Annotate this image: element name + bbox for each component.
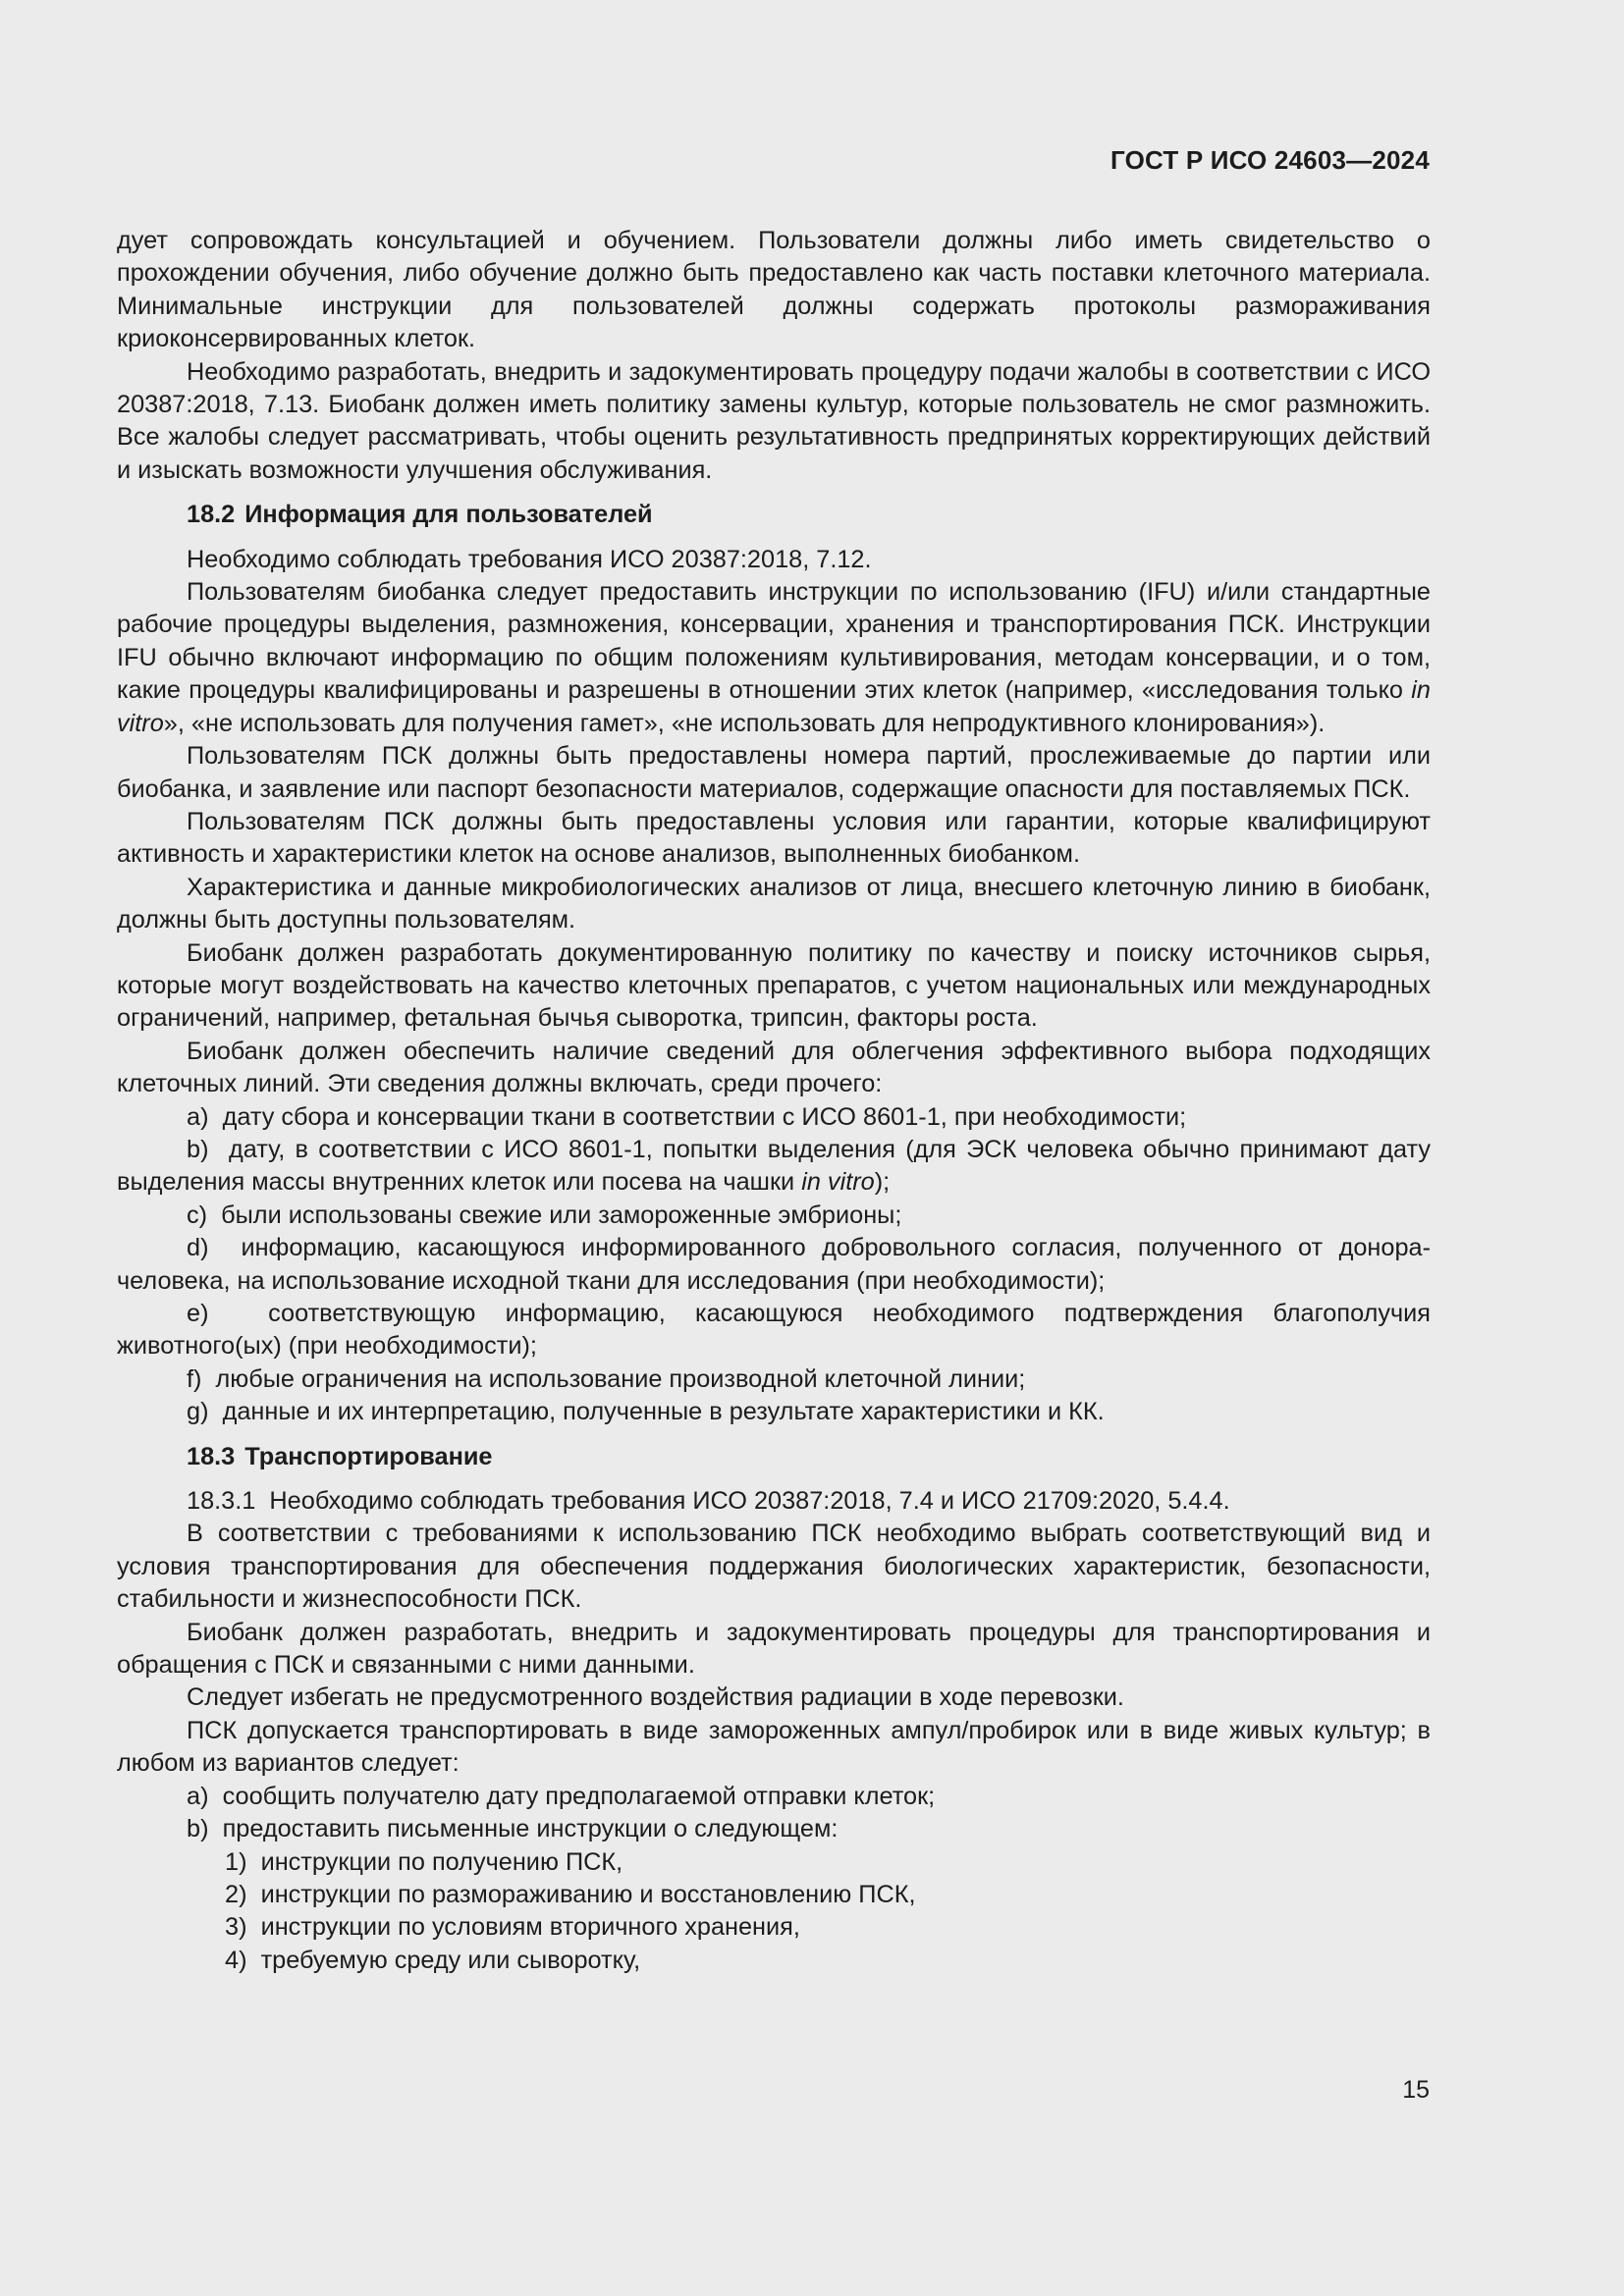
- list-item: e) соответствующую информацию, касающуюся необходимого подтверждения благополучия животного(ых) (при необходимости);: [117, 1300, 1431, 1361]
- paragraph: Необходимо разработать, внедрить и задокументировать процедуру подачи жалобы в соответствии с ИСО 20387:2018, 7.13. Биобанк должен иметь политику замены культур, которые пользователь не смог размножить. Все жалобы следует рассматривать, чтобы оценить результативность предпринятых корректирующих действий и изыскать возможности улучшения обслуживания.: [117, 357, 1431, 484]
- list-item: a) дату сбора и консервации ткани в соответствии с ИСО 8601-1, при необходимости;: [187, 1102, 1187, 1131]
- list-item: a) сообщить получателю дату предполагаемой отправки клеток;: [187, 1782, 936, 1810]
- section-number: 18.3: [187, 1442, 236, 1470]
- list-item: b) предоставить письменные инструкции о следующем:: [187, 1815, 839, 1843]
- document-code-header: ГОСТ Р ИСО 24603—2024: [1110, 145, 1430, 175]
- sub-list-item: 1) инструкции по получению ПСК,: [225, 1847, 623, 1876]
- paragraph: В соответствии с требованиями к использованию ПСК необходимо выбрать соответствующий вид и условия транспортирования для обеспечения поддержания биологических характеристик, безопасности, стабильности и жизнеспособности ПСК.: [117, 1520, 1431, 1614]
- page-number: 15: [1402, 2076, 1430, 2104]
- paragraph: дует сопровождать консультацией и обучением. Пользователи должны либо иметь свидетельство о прохождении обучения, либо обучение должно быть предоставлено как часть поставки клеточного материала. Минимальные инструкции для пользователей должны содержать протоколы размораживания криоконсервированных клеток.: [117, 227, 1431, 353]
- paragraph: Биобанк должен разработать документированную политику по качеству и поиску источников сырья, которые могут воздействовать на качество клеточных препаратов, с учетом национальных или международных ограничений, например, фетальная бычья сыворотка, трипсин, факторы роста.: [117, 938, 1431, 1033]
- section-heading-18-2: [117, 499, 1431, 531]
- paragraph: Пользователям биобанка следует предоставить инструкции по использованию (IFU) и/или стандартные рабочие процедуры выделения, размножения, консервации, хранения и транспортирования ПСК. Инструкции IFU обычно включают информацию по общим положениям культивирования, методам консервации, и о том, какие процедуры квалифицированы и разрешены в отношении этих клеток (например, «исследования только in vitro», «не использовать для получения гамет», «не использовать для непродуктивного клонирования»).: [117, 578, 1431, 737]
- list-item: f) любые ограничения на использование производной клеточной линии;: [187, 1364, 1026, 1393]
- paragraph: Необходимо соблюдать требования ИСО 20387:2018, 7.12.: [187, 545, 872, 573]
- sub-list-item: 2) инструкции по размораживанию и восстановлению ПСК,: [225, 1880, 916, 1908]
- list-item: c) были использованы свежие или замороженные эмбрионы;: [187, 1201, 902, 1229]
- paragraph: Характеристика и данные микробиологических анализов от лица, внесшего клеточную линию в биобанк, должны быть доступны пользователям.: [117, 873, 1431, 934]
- list-item: d) информацию, касающуюся информированного добровольного согласия, полученного от донора-человека, на использование исходной ткани для исследования (при необходимости);: [117, 1234, 1432, 1295]
- paragraph: 18.3.1 Необходимо соблюдать требования ИСО 20387:2018, 7.4 и ИСО 21709:2020, 5.4.4.: [187, 1487, 1230, 1516]
- list-item: b) дату, в соответствии с ИСО 8601-1, попытки выделения (для ЭСК человека обычно принимают дату выделения массы внутренних клеток или посева на чашки in vitro);: [117, 1135, 1431, 1197]
- section-number: 18.2: [187, 501, 236, 529]
- paragraph: Пользователям ПСК должны быть предоставлены номера партий, прослеживаемые до партии или биобанка, и заявление или паспорт безопасности материалов, содержащие опасности для поставляемых ПСК.: [117, 742, 1431, 803]
- paragraph: ПСК допускается транспортировать в виде замороженных ампул/пробирок или в виде живых культур; в любом из вариантов следует:: [117, 1716, 1431, 1778]
- paragraph: Пользователям ПСК должны быть предоставлены условия или гарантии, которые квалифицируют активность и характеристики клеток на основе анализов, выполненных биобанком.: [117, 807, 1431, 869]
- section-title: Информация для пользователей: [244, 501, 653, 529]
- sub-list-item: 3) инструкции по условиям вторичного хранения,: [225, 1913, 800, 1942]
- section-heading-18-3: [117, 1441, 1431, 1473]
- page-content: [117, 225, 1431, 1977]
- list-item: g) данные и их интерпретацию, полученные в результате характеристики и КК.: [187, 1398, 1105, 1426]
- sub-list-item: 4) требуемую среду или сыворотку,: [225, 1946, 641, 1974]
- paragraph: Следует избегать не предусмотренного воздействия радиации в ходе перевозки.: [187, 1683, 1124, 1712]
- section-title: Транспортирование: [244, 1442, 493, 1470]
- paragraph: Биобанк должен обеспечить наличие сведений для облегчения эффективного выбора подходящих клеточных линий. Эти сведения должны включать, среди прочего:: [117, 1037, 1431, 1098]
- paragraph: Биобанк должен разработать, внедрить и задокументировать процедуры для транспортирования и обращения с ПСК и связанными с ними данными.: [117, 1618, 1431, 1680]
